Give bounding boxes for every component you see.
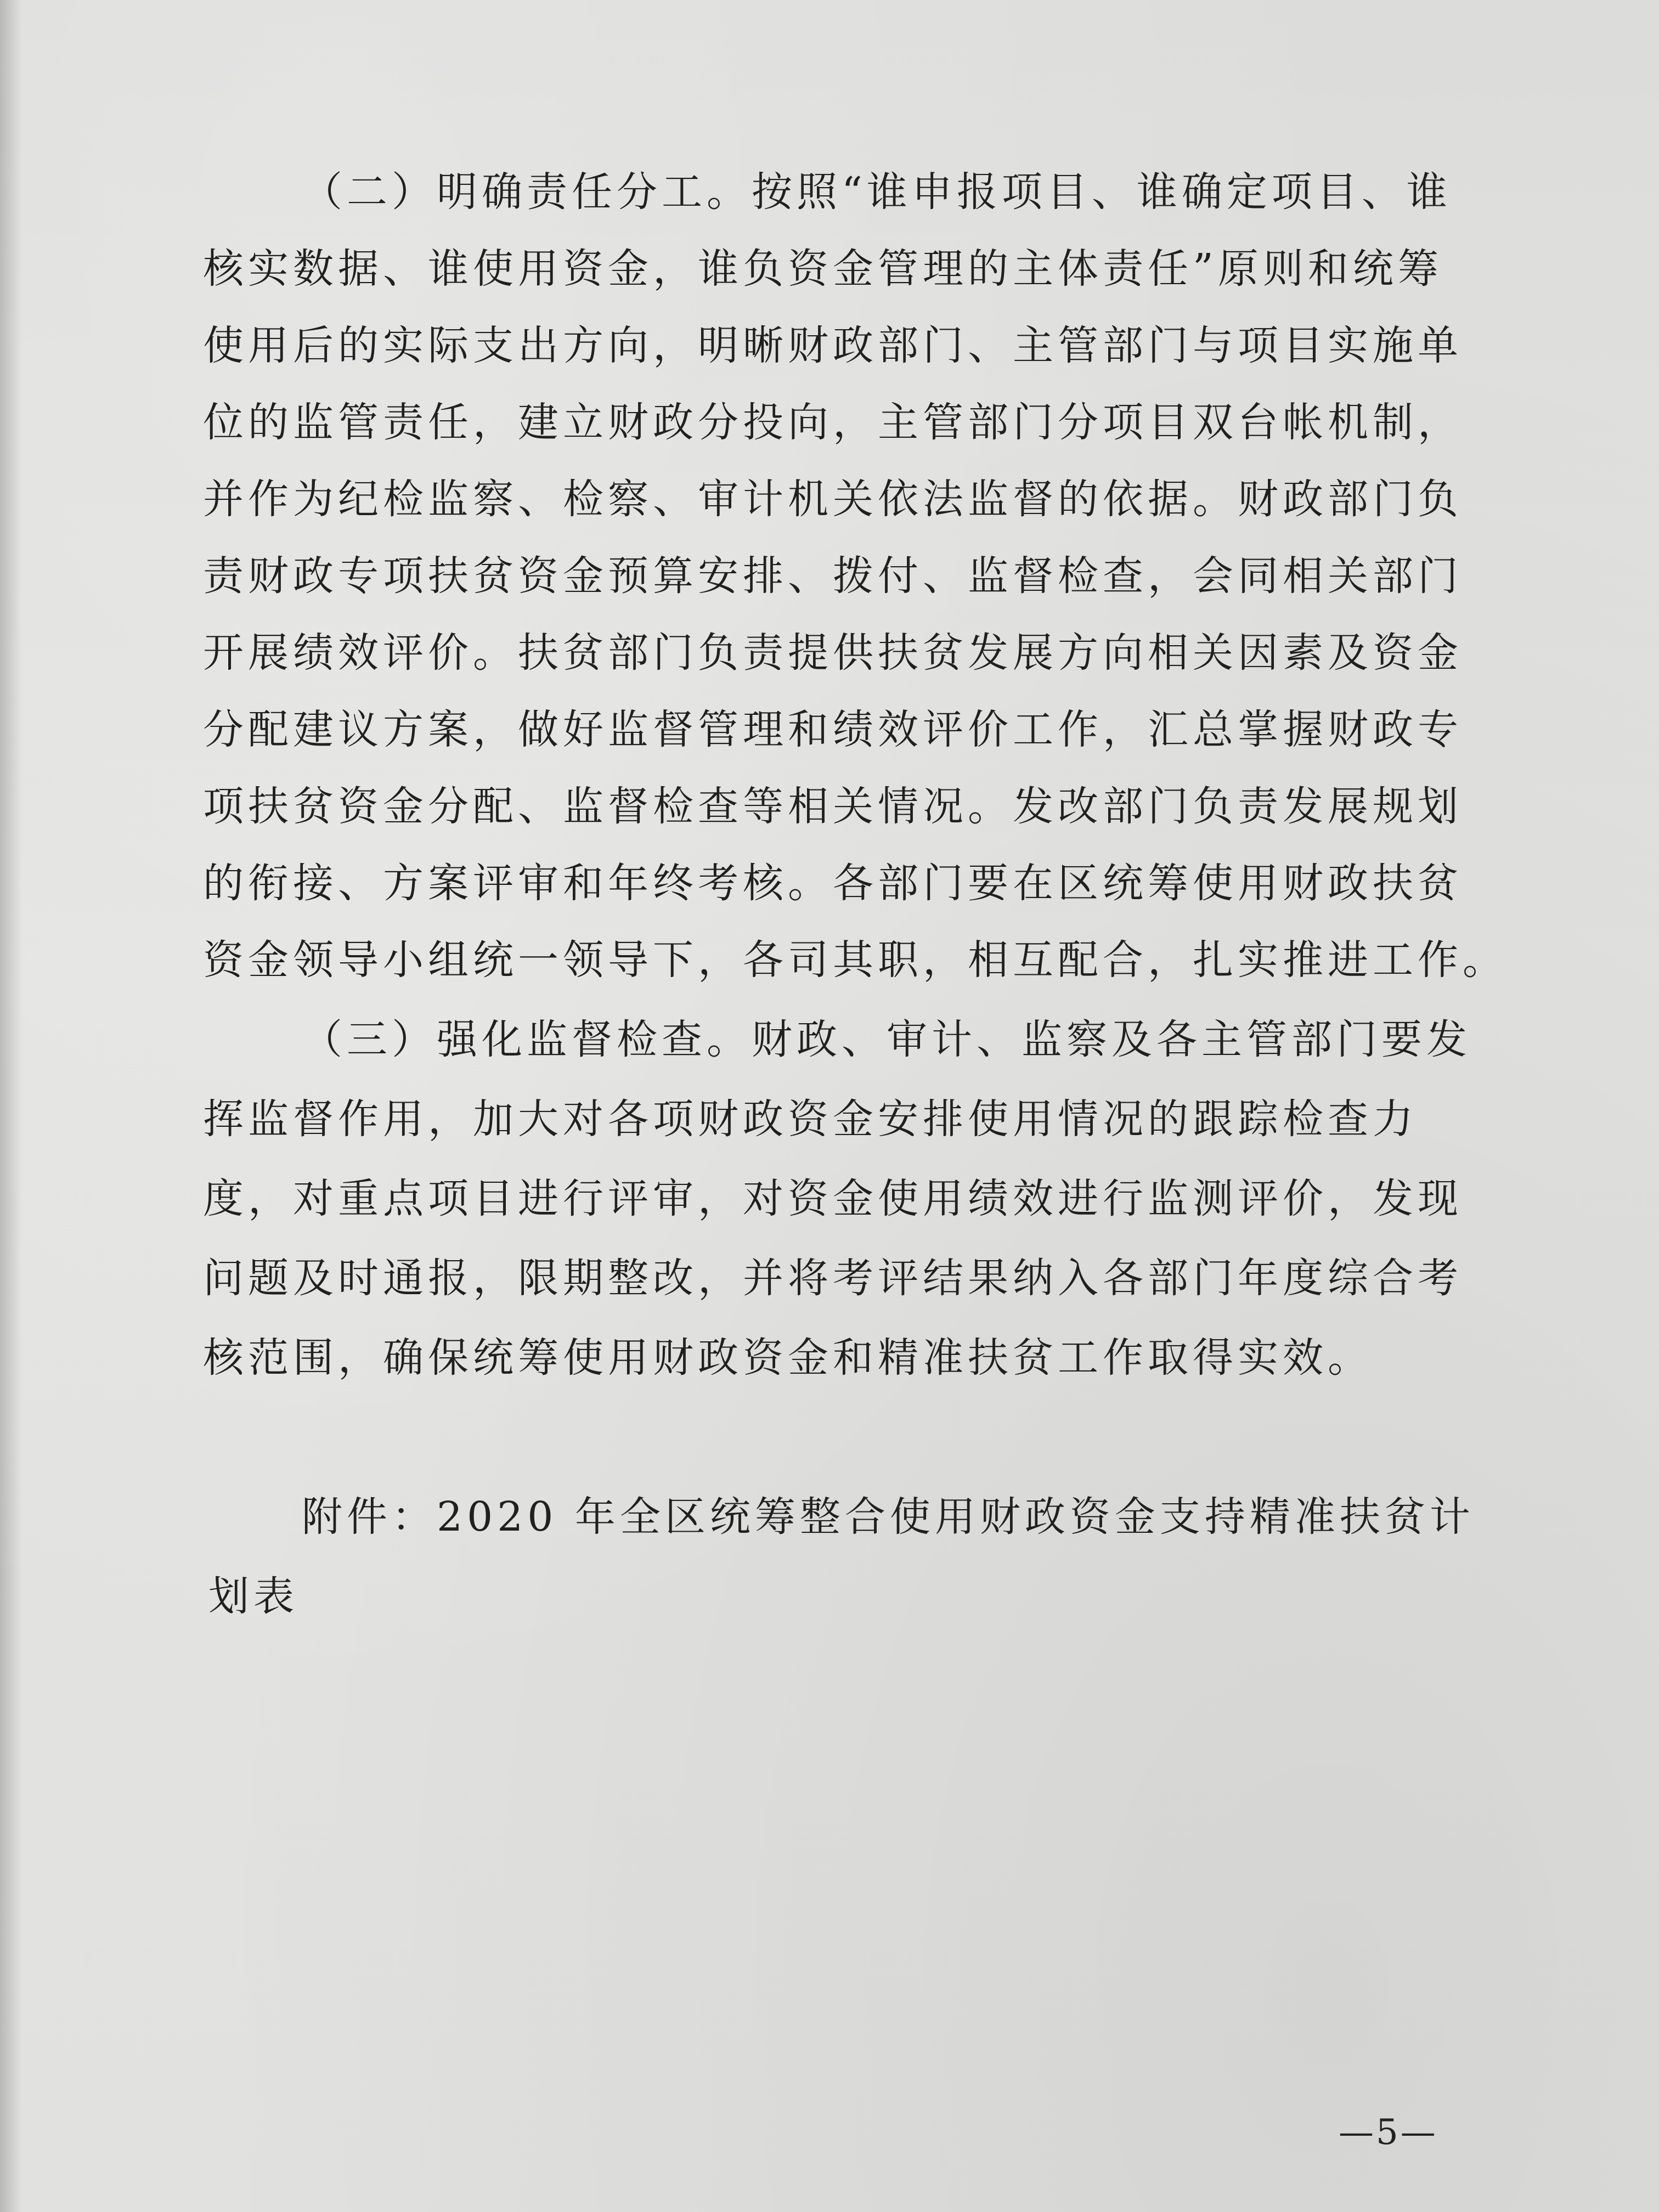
text-line: 问题及时通报，限期整改，并将考评结果纳入各部门年度综合考 — [203, 1255, 1463, 1302]
text-line: 附件：2020 年全区统筹整合使用财政资金支持精准扶贫计 — [302, 1493, 1475, 1541]
text-line: 划表 — [208, 1573, 298, 1620]
text-line: 责财政专项扶贫资金预算安排、拨付、监督检查，会同相关部门 — [203, 552, 1463, 600]
text-line: 分配建议方案，做好监督管理和绩效评价工作，汇总掌握财政专 — [203, 706, 1463, 753]
text-line: 位的监管责任，建立财政分投向，主管部门分项目双台帐机制， — [203, 399, 1463, 446]
text-line: 使用后的实际支出方向，明晰财政部门、主管部门与项目实施单 — [203, 322, 1463, 369]
text-line: （二）明确责任分工。按照“谁申报项目、谁确定项目、谁 — [302, 168, 1452, 216]
page-number: —5— — [1339, 2112, 1438, 2153]
text-line: 挥监督作用，加大对各项财政资金安排使用情况的跟踪检查力 — [203, 1096, 1418, 1143]
text-line: 核实数据、谁使用资金，谁负资金管理的主体责任”原则和统筹 — [203, 245, 1443, 292]
text-line: 核范围，确保统筹使用财政资金和精准扶贫工作取得实效。 — [203, 1334, 1373, 1381]
text-line: 项扶贫资金分配、监督检查等相关情况。发改部门负责发展规划 — [203, 783, 1463, 830]
text-line: 度，对重点项目进行评审，对资金使用绩效进行监测评价，发现 — [203, 1175, 1463, 1222]
text-line: 并作为纪检监察、检察、审计机关依法监督的依据。财政部门负 — [203, 476, 1463, 523]
text-line: 资金领导小组统一领导下，各司其职，相互配合，扎实推进工作。 — [203, 936, 1508, 984]
text-line: 开展绩效评价。扶贫部门负责提供扶贫发展方向相关因素及资金 — [203, 629, 1463, 676]
text-line: （三）强化监督检查。财政、审计、监察及各主管部门要发 — [302, 1016, 1471, 1063]
text-line: 的衔接、方案评审和年终考核。各部门要在区统筹使用财政扶贫 — [203, 860, 1463, 907]
page-edge-shadow — [0, 0, 22, 2212]
